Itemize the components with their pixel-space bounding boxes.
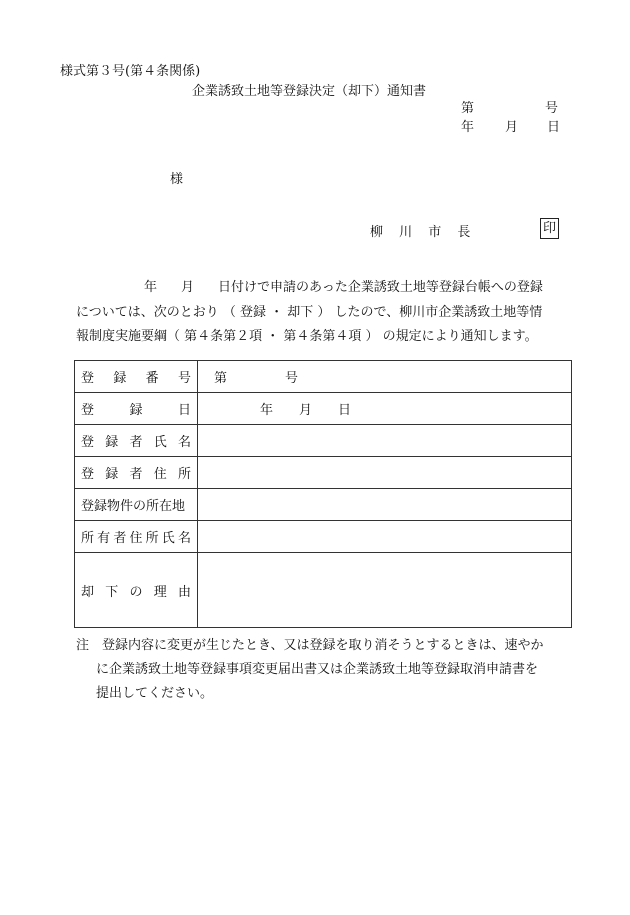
date-day: 日	[547, 120, 561, 135]
label-registration-number	[75, 361, 198, 393]
value-registrant-address[interactable]	[198, 457, 572, 489]
label-char: 者	[113, 531, 127, 546]
value-owner-address-name[interactable]	[198, 521, 572, 553]
label-registration-date	[75, 393, 198, 425]
label-char: 登	[81, 371, 95, 386]
label-char: 所	[145, 531, 159, 546]
table-row	[75, 521, 572, 553]
value-suffix: 号	[285, 371, 299, 386]
label-char: 名	[177, 531, 191, 546]
value-registration-number[interactable]	[198, 361, 572, 393]
label-char: 所	[81, 531, 95, 546]
label-char: 氏	[153, 435, 167, 450]
label-char: 氏	[161, 531, 175, 546]
label-char: 所	[177, 467, 191, 482]
body-line-1	[76, 276, 572, 301]
footnote	[76, 634, 576, 706]
notice-body	[76, 276, 572, 350]
form-number: 様式第３号(第４条関係)	[60, 64, 201, 79]
document-title: 企業誘致土地等登録決定（却下）通知書	[192, 84, 427, 99]
note-line-3: 提出してください。	[96, 686, 214, 701]
label-char: 登	[81, 403, 95, 418]
issuer-name: 柳 川 市 長	[370, 225, 477, 240]
label-char: 登	[81, 435, 95, 450]
label-char: 録	[129, 403, 143, 418]
value-month: 月	[299, 403, 313, 418]
label-char: 住	[129, 531, 143, 546]
table-row	[75, 425, 572, 457]
value-registrant-name[interactable]	[198, 425, 572, 457]
seal-mark: 印	[540, 218, 559, 239]
value-rejection-reason[interactable]	[198, 553, 572, 628]
label-char: 却	[81, 584, 95, 600]
label-registrant-name	[75, 425, 198, 457]
number-suffix: 号	[545, 101, 559, 116]
label-char: 由	[177, 584, 191, 600]
label-char: 録	[105, 435, 119, 450]
label-char: 者	[129, 467, 143, 482]
value-property-location[interactable]	[198, 489, 572, 521]
value-year: 年	[260, 403, 274, 418]
label-text: 登録物件の所在地	[81, 499, 186, 514]
label-registrant-address	[75, 457, 198, 489]
label-char: 番	[145, 371, 159, 386]
label-char: の	[129, 584, 143, 600]
label-property-location	[75, 489, 198, 521]
note-line-1: 注 登録内容に変更が生じたとき、又は登録を取り消そうとするときは、速やか	[76, 638, 544, 653]
note-line-2: に企業誘致土地等登録事項変更届出書又は企業誘致土地等登録取消申請書を	[96, 662, 539, 677]
label-rejection-reason	[75, 553, 198, 628]
value-registration-date[interactable]	[198, 393, 572, 425]
body-line-2: については、次のとおり （ 登録 ・ 却下 ） したので、柳川市企業誘致土地等情	[76, 304, 543, 320]
label-char: 者	[129, 435, 143, 450]
label-char: 登	[81, 467, 95, 482]
label-char: 日	[177, 403, 191, 418]
table-row	[75, 393, 572, 425]
label-char: 理	[153, 584, 167, 600]
label-char: 号	[177, 371, 191, 386]
body-line1-rest: 日付けで申請のあった企業誘致土地等登録台帳への登録	[218, 280, 543, 295]
registration-table	[74, 360, 572, 628]
label-char: 名	[177, 435, 191, 450]
label-char: 録	[113, 371, 127, 386]
table-row	[75, 457, 572, 489]
value-day: 日	[338, 403, 352, 418]
label-char: 住	[153, 467, 167, 482]
table-row	[75, 553, 572, 628]
body-line-3: 報制度実施要綱（ 第４条第２項 ・ 第４条第４項 ） の規定により通知します。	[76, 329, 538, 344]
label-char: 録	[105, 467, 119, 482]
addressee-honorific: 様	[170, 172, 184, 187]
label-char: 下	[105, 584, 119, 600]
date-month: 月	[505, 120, 519, 135]
label-owner-address-name	[75, 521, 198, 553]
body-month: 月	[181, 280, 195, 295]
value-prefix: 第	[214, 371, 228, 386]
table-row	[75, 489, 572, 521]
number-prefix: 第	[461, 101, 475, 116]
body-year: 年	[144, 280, 158, 295]
table-row	[75, 361, 572, 393]
label-char: 有	[97, 531, 111, 546]
date-year: 年	[461, 120, 475, 135]
